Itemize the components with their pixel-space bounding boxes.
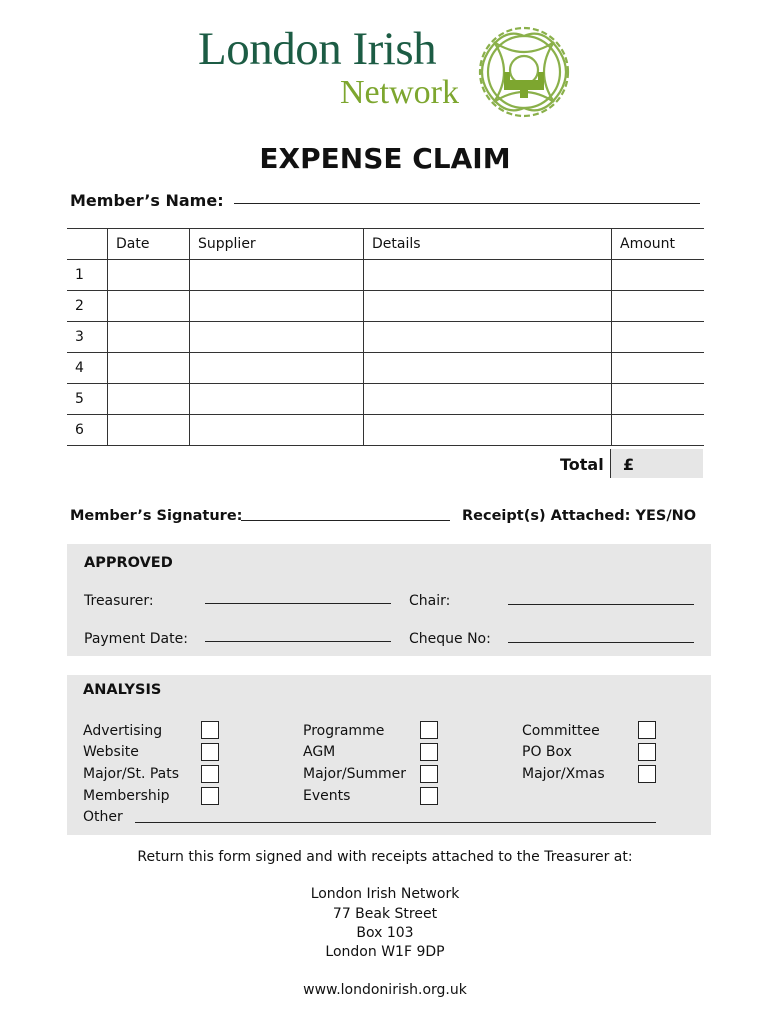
checkbox-events[interactable] <box>420 787 438 805</box>
celtic-emblem-logo <box>474 22 574 122</box>
analysis-heading: ANALYSIS <box>83 682 162 698</box>
date-cell[interactable] <box>108 415 190 446</box>
amount-cell[interactable] <box>612 260 705 291</box>
member-name-field[interactable] <box>234 203 700 204</box>
payment-date-label: Payment Date: <box>84 631 188 647</box>
date-cell[interactable] <box>108 260 190 291</box>
signature-field[interactable] <box>241 520 450 521</box>
table-row <box>67 291 704 322</box>
total-label: Total <box>560 455 604 474</box>
checkbox-po-box[interactable] <box>638 743 656 761</box>
amount-cell[interactable] <box>612 353 705 384</box>
header-supplier: Supplier <box>190 229 364 260</box>
header-date: Date <box>108 229 190 260</box>
category-label-major-xmas: Major/Xmas <box>522 766 605 782</box>
return-instruction: Return this form signed and with receipts attached to the Treasurer at: <box>137 849 633 865</box>
supplier-cell[interactable] <box>190 291 364 322</box>
row-number: 4 <box>67 353 108 384</box>
category-label-major-st-pats: Major/St. Pats <box>83 766 180 782</box>
category-label-website: Website <box>83 744 139 760</box>
category-label-major-summer: Major/Summer <box>303 766 406 782</box>
table-row <box>67 415 704 446</box>
address-line-2: 77 Beak Street <box>332 906 438 922</box>
header-details: Details <box>364 229 612 260</box>
supplier-cell[interactable] <box>190 260 364 291</box>
treasurer-label: Treasurer: <box>84 593 154 609</box>
checkbox-committee[interactable] <box>638 721 656 739</box>
row-number: 2 <box>67 291 108 322</box>
category-label-agm: AGM <box>303 744 336 760</box>
details-cell[interactable] <box>364 384 612 415</box>
checkbox-agm[interactable] <box>420 743 438 761</box>
category-label-programme: Programme <box>303 723 385 739</box>
row-number: 6 <box>67 415 108 446</box>
details-cell[interactable] <box>364 353 612 384</box>
category-label-events: Events <box>303 788 351 804</box>
checkbox-advertising[interactable] <box>201 721 219 739</box>
logo-text-network: Network <box>340 74 459 111</box>
date-cell[interactable] <box>108 353 190 384</box>
checkbox-major-summer[interactable] <box>420 765 438 783</box>
category-label-advertising: Advertising <box>83 723 163 739</box>
header-index <box>67 229 108 260</box>
supplier-cell[interactable] <box>190 353 364 384</box>
amount-cell[interactable] <box>612 415 705 446</box>
address-line-4: London W1F 9DP <box>325 944 445 960</box>
cheque-no-label: Cheque No: <box>409 631 491 647</box>
member-name-label: Member’s Name: <box>70 191 224 210</box>
cheque-no-field[interactable] <box>508 642 694 643</box>
date-cell[interactable] <box>108 322 190 353</box>
supplier-cell[interactable] <box>190 415 364 446</box>
row-number: 5 <box>67 384 108 415</box>
details-cell[interactable] <box>364 415 612 446</box>
table-row <box>67 260 704 291</box>
address-line-1: London Irish Network <box>310 886 460 902</box>
supplier-cell[interactable] <box>190 384 364 415</box>
table-row <box>67 384 704 415</box>
amount-cell[interactable] <box>612 322 705 353</box>
payment-date-field[interactable] <box>205 641 391 642</box>
receipts-attached-label: Receipt(s) Attached: YES/NO <box>462 508 697 524</box>
supplier-cell[interactable] <box>190 322 364 353</box>
row-number: 1 <box>67 260 108 291</box>
checkbox-programme[interactable] <box>420 721 438 739</box>
category-label-membership: Membership <box>83 788 170 804</box>
details-cell[interactable] <box>364 291 612 322</box>
approved-heading: APPROVED <box>84 555 173 571</box>
other-label: Other <box>83 809 123 825</box>
total-amount-field[interactable] <box>610 449 703 478</box>
table-header-row <box>67 229 704 260</box>
address-line-3: Box 103 <box>356 925 414 941</box>
category-label-po-box: PO Box <box>522 744 572 760</box>
website-link[interactable]: www.londonirish.org.uk <box>303 982 467 998</box>
checkbox-membership[interactable] <box>201 787 219 805</box>
details-cell[interactable] <box>364 322 612 353</box>
chair-field[interactable] <box>508 604 694 605</box>
form-title: EXPENSE CLAIM <box>259 142 511 175</box>
header-amount: Amount <box>612 229 705 260</box>
amount-cell[interactable] <box>612 384 705 415</box>
details-cell[interactable] <box>364 260 612 291</box>
chair-label: Chair: <box>409 593 451 609</box>
checkbox-major-xmas[interactable] <box>638 765 656 783</box>
amount-cell[interactable] <box>612 291 705 322</box>
date-cell[interactable] <box>108 291 190 322</box>
checkbox-major-st-pats[interactable] <box>201 765 219 783</box>
checkbox-website[interactable] <box>201 743 219 761</box>
table-row <box>67 353 704 384</box>
date-cell[interactable] <box>108 384 190 415</box>
currency-symbol: £ <box>623 455 635 474</box>
row-number: 3 <box>67 322 108 353</box>
expense-table <box>67 228 704 446</box>
table-row <box>67 322 704 353</box>
analysis-panel <box>67 675 711 835</box>
category-label-committee: Committee <box>522 723 600 739</box>
signature-label: Member’s Signature: <box>70 508 243 524</box>
logo-text-london-irish: London Irish <box>198 23 437 75</box>
other-field[interactable] <box>135 822 656 823</box>
treasurer-field[interactable] <box>205 603 391 604</box>
